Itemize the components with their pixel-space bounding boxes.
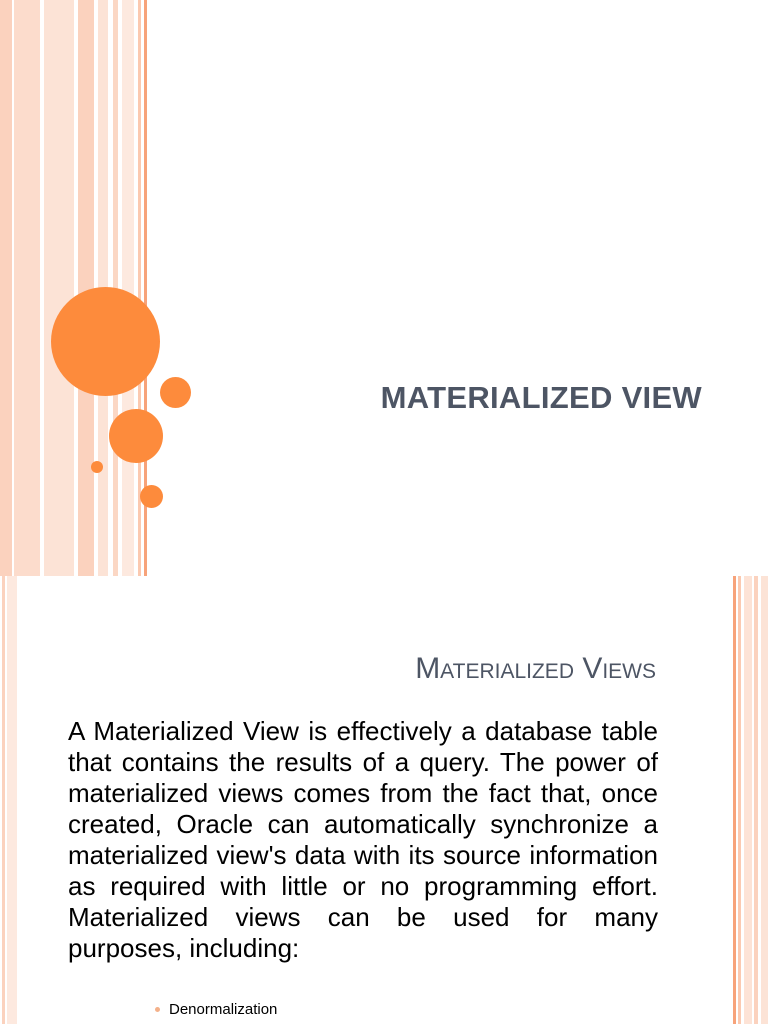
decorative-stripe [754, 576, 758, 1024]
bullet-dot-icon [155, 1007, 160, 1012]
decorative-stripe [122, 0, 134, 576]
decorative-stripe [2, 576, 5, 1024]
bullet-item [155, 1001, 277, 1018]
accent-circle-medium [109, 409, 163, 463]
accent-circle-tiny [91, 461, 103, 473]
accent-circle-small [160, 377, 191, 408]
slide-content-heading: Materialized Views [415, 652, 656, 685]
decorative-stripe [738, 576, 741, 1024]
slide-content-body: A Materialized View is effectively a database table that contains the results of a query. The power of materialized views comes from the fact that, once created, Oracle can automatically synchronize a materialized view's data with its source information as required with little or no programming effort. Materialized views can be used for many purposes, including: [68, 716, 658, 963]
decorative-stripe [744, 576, 752, 1024]
decorative-stripe [0, 0, 12, 576]
accent-circle-large [51, 287, 160, 396]
decorative-stripe [7, 576, 17, 1024]
bullet-item-text: Denormalization [169, 1001, 278, 1018]
decorative-stripe [14, 0, 40, 576]
decorative-stripe [761, 576, 768, 1024]
slide-title-heading: MATERIALIZED VIEW [380, 380, 702, 415]
decorative-stripe [138, 0, 141, 576]
decorative-stripe [44, 0, 74, 576]
decorative-stripe [733, 576, 736, 1024]
accent-circle-small [140, 485, 163, 508]
